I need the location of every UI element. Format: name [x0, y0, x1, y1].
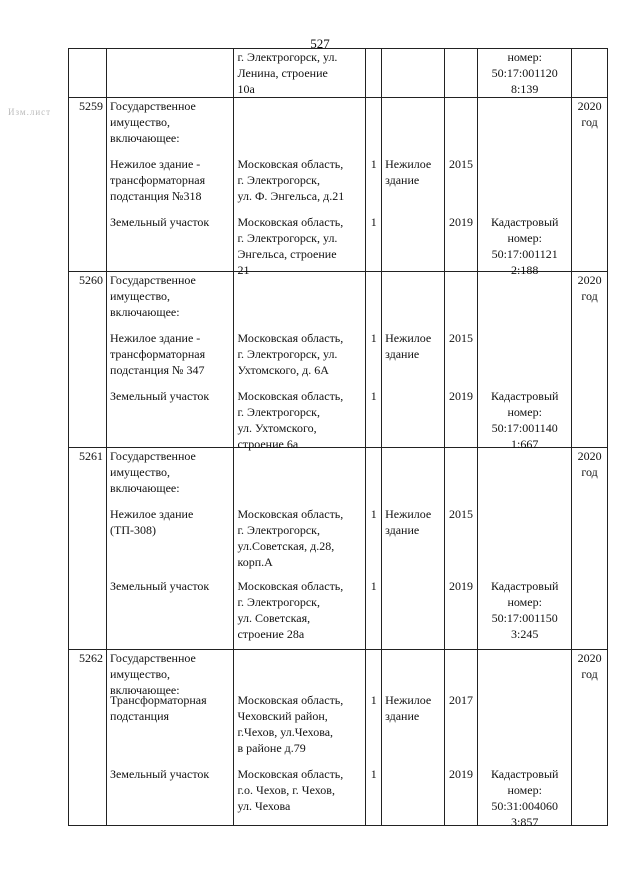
item-qty: 1 [370, 389, 377, 403]
item-qty: 1 [370, 215, 377, 229]
item-year: 2017 [448, 693, 473, 707]
item-address: Московская область, г.о. Чехов, г. Чехов, ул. Чехова [237, 767, 344, 813]
year-cell [444, 98, 478, 272]
table-row-continuation [69, 49, 608, 98]
item-cadastral: Кадастровый номер: 50:17:001140 1:667 [490, 389, 559, 451]
qty-cell [366, 272, 382, 448]
group-label: Государственное имущество, включающее: [110, 651, 196, 697]
item-qty: 1 [370, 693, 377, 707]
item-name: Нежилое здание - трансформаторная подстанция № 347 [110, 331, 206, 377]
margin-mark: Изм.лист [8, 107, 52, 117]
item-year: 2019 [448, 215, 473, 229]
item-qty: 1 [370, 331, 377, 345]
year-cell [444, 650, 478, 826]
item-name: Земельный участок [110, 215, 210, 229]
item-address: Московская область, г. Электрогорск, ул. Ф. Энгельса, д.21 [237, 157, 345, 203]
item-qty: 1 [370, 579, 377, 593]
registry-table [68, 48, 608, 829]
item-address: Московская область, г. Электрогорск, ул. Ухтомского, строение 6а [237, 389, 344, 451]
cadastral-cell [478, 448, 572, 650]
address-cell [234, 448, 366, 650]
entry-number: 5260 [69, 272, 107, 448]
type-cell [382, 650, 445, 826]
item-type: Нежилое здание [385, 693, 432, 723]
item-qty: 1 [370, 767, 377, 781]
type-cell [382, 98, 445, 272]
item-cadastral: Кадастровый номер: 50:17:001150 3:245 [490, 579, 559, 641]
group-label: Государственное имущество, включающее: [110, 449, 196, 495]
item-year: 2015 [448, 157, 473, 171]
item-type: Нежилое здание [385, 507, 432, 537]
item-year: 2019 [448, 767, 473, 781]
name-cell [107, 272, 234, 448]
item-cadastral: Кадастровый номер: 50:31:004060 3:857 [490, 767, 559, 829]
item-name: Земельный участок [110, 767, 210, 781]
group-label: Государственное имущество, включающее: [110, 273, 196, 319]
table-row-entry-5262 [69, 650, 608, 826]
item-name: Нежилое здание (ТП-308) [110, 507, 194, 537]
item-qty: 1 [370, 507, 377, 521]
item-year: 2019 [448, 389, 473, 403]
table-row-entry-5260 [69, 272, 608, 448]
qty-cell [366, 448, 382, 650]
address-cell [234, 272, 366, 451]
item-name: Земельный участок [110, 389, 210, 403]
table-row-entry-5261 [69, 448, 608, 650]
name-cell [107, 650, 234, 826]
item-name: Трансформаторная подстанция [110, 693, 207, 723]
address-cell [234, 98, 366, 277]
cadastral-cell [478, 650, 572, 829]
item-type: Нежилое здание [385, 157, 432, 187]
period-cell: 2020 год [572, 650, 608, 826]
address-cell [234, 650, 366, 826]
item-name: Земельный участок [110, 579, 210, 593]
qty-cell [366, 98, 382, 272]
entry-number: 5261 [69, 448, 107, 650]
period-cell: 2020 год [572, 98, 608, 272]
qty-cell [366, 650, 382, 826]
year-cell [444, 448, 478, 650]
address-cell: г. Электрогорск, ул. Ленина, строение 10а [234, 49, 366, 98]
cadastral-cell [478, 98, 572, 277]
period-cell: 2020 год [572, 272, 608, 448]
cadastral-cell [478, 272, 572, 451]
name-cell [107, 448, 234, 650]
item-year: 2015 [448, 331, 473, 345]
name-cell [107, 98, 234, 272]
period-cell: 2020 год [572, 448, 608, 650]
item-cadastral: Кадастровый номер: 50:17:001121 2:188 [490, 215, 559, 277]
item-address: Московская область, г. Электрогорск, ул. Энгельса, строение 21 [237, 215, 344, 277]
item-type: Нежилое здание [385, 331, 432, 361]
item-address: Московская область, Чеховский район, г.Чехов, ул.Чехова, в районе д.79 [237, 693, 344, 755]
item-address: Московская область, г. Электрогорск, ул.Советская, д.28, корп.А [237, 507, 344, 569]
entry-number: 5262 [69, 650, 107, 826]
page-number: 527 [310, 36, 330, 51]
year-cell [444, 272, 478, 448]
table-row-entry-5259 [69, 98, 608, 272]
item-year: 2019 [448, 579, 473, 593]
cadastral-cell: номер: 50:17:001120 8:139 [478, 49, 572, 98]
type-cell [382, 272, 445, 448]
item-address: Московская область, г. Электрогорск, ул. Советская, строение 28а [237, 579, 344, 641]
item-name: Нежилое здание - трансформаторная подстанция №318 [110, 157, 206, 203]
item-qty: 1 [370, 157, 377, 171]
type-cell [382, 448, 445, 650]
group-label: Государственное имущество, включающее: [110, 99, 196, 145]
item-address: Московская область, г. Электрогорск, ул. Ухтомского, д. 6А [237, 331, 344, 377]
entry-number: 5259 [69, 98, 107, 272]
item-year: 2015 [448, 507, 473, 521]
